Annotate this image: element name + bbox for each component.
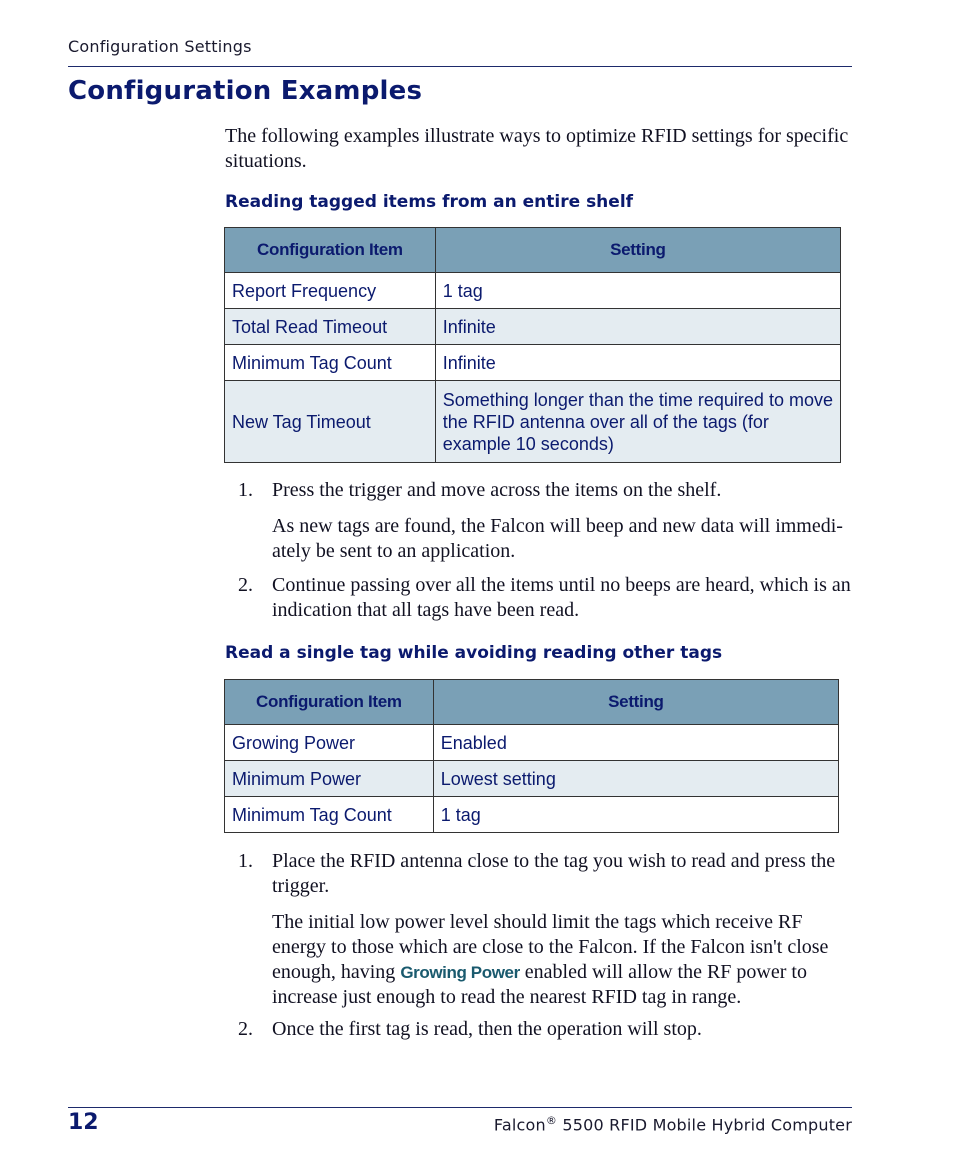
note-text: enabled will allow the RF power to increase just enough to read the nearest RFID tag in range.	[272, 961, 807, 1008]
config-setting: 1 tag	[433, 797, 838, 833]
table-row	[225, 797, 839, 833]
step-text: Press the trigger and move across the items on the shelf.	[272, 479, 722, 501]
table-header-row	[225, 228, 841, 273]
note-text: The initial low power level should limit the tags which receive RF energy to those which are close to the Falcon. If the Falcon isn't close enough, having	[272, 911, 829, 983]
config-setting: Something longer than the time required to move the RFID antenna over all of the tags (for example 10 seconds)	[435, 381, 840, 463]
footer-divider	[68, 1107, 852, 1108]
product-title	[494, 1114, 852, 1134]
header-divider	[68, 66, 852, 67]
config-item: Report Frequency	[225, 273, 436, 309]
step-note: As new tags are found, the Falcon will beep and new data will immedi- ately be sent to an application.	[272, 515, 843, 562]
intro-paragraph: The following examples illustrate ways to optimize RFID settings for specific situations.	[225, 125, 849, 172]
product-name: Falcon	[493, 1115, 546, 1135]
config-setting: Infinite	[435, 345, 840, 381]
growing-power-term: Growing Power	[400, 963, 520, 982]
table-row	[225, 381, 841, 463]
step-text: Continue passing over all the items until no beeps are heard, which is an indication that all tags have been read.	[272, 574, 851, 621]
config-item: New Tag Timeout	[225, 381, 436, 463]
step-number: 2.	[238, 574, 253, 596]
example2-table	[224, 679, 839, 833]
step-number: 1.	[238, 479, 253, 501]
table-row	[225, 345, 841, 381]
example2-heading: Read a single tag while avoiding reading other tags	[225, 643, 723, 663]
config-item: Minimum Tag Count	[225, 797, 434, 833]
product-model: 5500 RFID Mobile Hybrid Computer	[557, 1115, 852, 1135]
column-header: Configuration Item	[225, 680, 434, 725]
config-setting: Infinite	[435, 309, 840, 345]
table-row	[225, 761, 839, 797]
table-row	[225, 273, 841, 309]
example1-heading: Reading tagged items from an entire shelf	[225, 192, 634, 212]
registered-mark: ®	[545, 1114, 558, 1127]
config-item: Minimum Tag Count	[225, 345, 436, 381]
example1-table	[224, 227, 841, 463]
column-header: Setting	[433, 680, 838, 725]
config-setting: Enabled	[433, 725, 838, 761]
config-setting: 1 tag	[435, 273, 840, 309]
column-header: Setting	[435, 228, 840, 273]
running-header: Configuration Settings	[68, 37, 252, 56]
table-header-row	[225, 680, 839, 725]
config-setting: Lowest setting	[433, 761, 838, 797]
step-text: Once the first tag is read, then the operation will stop.	[272, 1018, 702, 1040]
table-row	[225, 725, 839, 761]
table-row	[225, 309, 841, 345]
config-item: Total Read Timeout	[225, 309, 436, 345]
page-number: 12	[68, 1110, 99, 1135]
column-header: Configuration Item	[225, 228, 436, 273]
step-note	[272, 910, 852, 1010]
step-number: 2.	[238, 1018, 253, 1040]
page-title: Configuration Examples	[68, 76, 423, 106]
config-item: Minimum Power	[225, 761, 434, 797]
step-number: 1.	[238, 850, 253, 872]
config-item: Growing Power	[225, 725, 434, 761]
step-text: Place the RFID antenna close to the tag you wish to read and press the trigger.	[272, 850, 836, 897]
